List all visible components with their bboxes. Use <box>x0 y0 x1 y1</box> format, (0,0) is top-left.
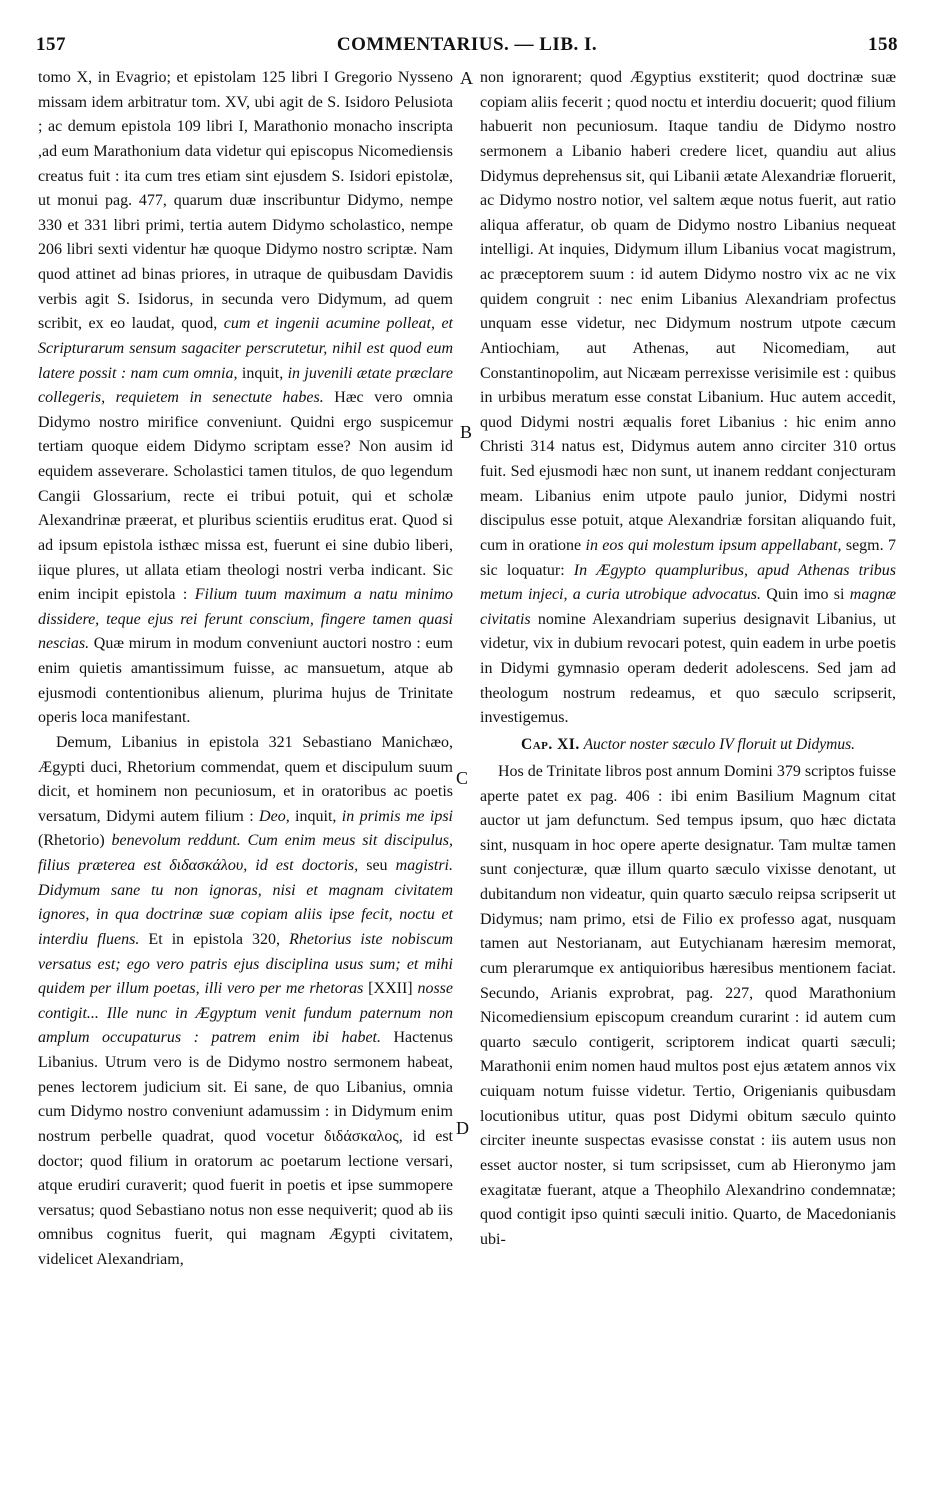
margin-marker-d: D <box>456 1118 469 1138</box>
right-page-number: 158 <box>868 34 898 55</box>
right-column <box>480 66 896 1252</box>
chapter-heading <box>480 735 896 754</box>
margin-marker-a: A <box>460 68 473 88</box>
paragraph: Demum, Libanius in epistola 321 Sebastiano Manichæo, Ægypti duci, Rhetorium commendat, quem et discipulum suum dicit, et hominem non pecuniosum, et in oratoribus ac poetis versatum, Didymi autem filium : Deo, inquit, in primis me ipsi (Rhetorio) benevolum reddunt. Cum enim meus sit discipulus, filius præterea est διδασκάλου, id est doctoris, seu magistri. Didymum sane tu non ignoras, nisi et magnam civitatem ignores, in qua doctrinæ suæ copiam aliis ipse fecit, noctu et interdiu fluens. Et in epistola 320, Rhetorius iste nobiscum versatus est; ego vero patris ejus disciplina usus sum; et mihi quidem per illum poetas, illi vero per me rhetoras [XXII] nosse contigit... Ille nunc in Ægyptum venit fundum paternum non amplum occupaturus : patrem enim ibi habet. Hactenus Libanius. Utrum vero is de Didymo nostro sermonem habeat, penes lectorem judicium sit. Ei sane, de quo Libanius, omnia cum Didymo nostro conveniunt adamussim : in Didymum enim nostrum perbelle quadrat, quod vocetur διδάσκαλος, id est doctor; quod filium in oratorum ac poetarum lectione versari, atque erudiri curaverit; quod fuerit in poetis et ipse summopere versatus; quod Sebastiano notus non esse nequiverit; quod ab iis omnibus cognitus fuerit, qui magnam Ægypti civitatem, videlicet Alexandriam, <box>38 733 454 1268</box>
paragraph: non ignorarent; quod Ægyptius exstiterit; quod doctrinæ suæ copiam aliis fecerit ; quod noctu et interdiu docuerit; quod filium habuerit non pecuniosum. Itaque tandiu de Didymo nostro sermonem a Libanio haberi credere licet, quandiu aut alius Didymus deprehensus sit, qui Libanii ætate Alexandriæ floruerit, ac Didymo nostro notior, vel saltem æque notus fuerit, aut ratio aliqua afferatur, ob quam de Didymo nostro Libanius nequeat intelligi. At inquies, Didymum illum Libanius vocat magistrum, ac præceptorem suum : id autem Didymo nostro vix ac ne vix quidem congruit : nec enim Libanius Alexandriam profectus unquam esse videtur, nec Didymum nostrum utpote cæcum Antiochiam, aut Athenas, aut Nicomediam, aut Constantinopolim, aut Nicæam perrexisse verisimile est : quibus in urbibus meratum esse constat Libanium. Huc autem accedit, quod Didymi nostri æqualis foret Libanius : hic enim anno Christi 314 natus est, Didymus autem anno circiter 310 ortus fuit. Sed ejusmodi hæc non sunt, ut inanem reddant conjecturam meam. Libanius enim utpote paulo junior, Didymi nostri discipulus esse potuit, atque Alexandriæ forsitan aliquando fuit, cum in oratione in eos qui molestum ipsum appellabant, segm. 7 sic loquatur: In Ægypto quampluribus, apud Athenas tribus metum injeci, a curia utrobique advocatus. Quin imo si magnæ civitatis nomine Alexandriam superius designavit Libanius, ut videtur, vix in dubium revocari potest, quin eadem in urbe poetis in Didymi gymnasio operam dederit adolescens. Sed jam ad theologum nostrum redeamus, et quo sæculo scripserit, investigemus. <box>480 69 897 727</box>
page-header <box>36 34 898 60</box>
margin-marker-c: C <box>456 768 469 788</box>
chapter-title: Auctor noster sæculo IV floruit ut Didymus. <box>583 735 855 753</box>
margin-marker-b: B <box>460 422 473 442</box>
running-title: COMMENTARIUS. — LIB. I. <box>336 34 598 55</box>
paragraph: Hos de Trinitate libros post annum Domini 379 scriptos fuisse aperte patet ex pag. 406 : ibi enim Basilium Magnum citat auctor ut jam defunctum. Sed tempus ipsum, quo hæc dictata sint, nusquam in hoc opere aperte designatur. Tam multæ tamen sunt conjecturæ, quæ illum quarto sæculo vixisse denotant, ut dubitandum non videatur, quin quarto sæculo reipsa scripserit ut Didymus; nam primo, etsi de Filio ex professo agat, nusquam tamen aut Nestorianam, aut Eutychianam hæresim memorat, cum plerarumque ex antiquioribus hæresibus mentionem faciat. Secundo, Arianis exprobrat, pag. 227, quod Marathonium Nicomediensium episcopum creandum curarint : id autem cum quarto sæculo contigerit, scriptorem indicat quarti sæculi; Marathonii enim nomen haud multos post ejus ætatem annos vix cuiquam notum fuisse videtur. Tertio, Origenianis quibusdam locutionibus utitur, quas post Didymi obitum sæculo quinto circiter ineunte suspectas evasisse constat : iis autem usus non esset auctor noster, si tum scripsisset, cum ab Hieronymo jam exagitatæ fuerant, atque a Theophilo Alexandrino condemnatæ; quod contigit ipso quinti sæculi initio. Quarto, de Macedonianis ubi- <box>480 762 896 1248</box>
chapter-label: Cap. XI. <box>521 735 580 753</box>
left-page-number: 157 <box>36 34 66 55</box>
paragraph: tomo X, in Evagrio; et epistolam 125 libri I Gregorio Nysseno missam idem arbitratur tom. XV, ubi agit de S. Isidoro Pelusiota ; ac demum epistola 109 libri I, Marathonio monacho inscripta ,ad eum Marathonium data videtur qui episcopus Nicomediensis creatus fuit : ita cum tres etiam sint ejusdem S. Isidori epistolæ, ut monui pag. 477, quarum duæ inscribuntur Didymo, nempe 330 et 331 libri primi, tertia autem Didymo scholastico, nempe 206 libri sexti videntur hæ quoque Didymo nostro scriptæ. Nam quod attinet ad binas priores, in utraque de quibusdam Davidis verbis agit S. Isidorus, in secunda vero Didymum, ad quem scribit, ex eo laudat, quod, cum et ingenii acumine polleat, et Scripturarum sensum sagaciter perscrutetur, nihil est quod eum latere possit : nam cum omnia, inquit, in juvenili ætate præclare collegeris, requietem in senectute habes. Hæc vero omnia Didymo nostro mirifice conveniunt. Quidni ergo suspicemur tertiam quoque eidem Didymo scriptam esse? Non ausim id equidem asseverare. Scholastici tamen titulos, de quo legendum Cangii Glossarium, recte ei tribui potuit, qui et scholæ Alexandrinæ præerat, et pluribus scientiis eruditus erat. Quod si ad ipsum epistola isthæc missa est, fuerunt ei sine dubio liberi, iique plures, ut allata etiam theologi nostri verba indicant. Sic enim incipit epistola : Filium tuum maximum a natu minimo dissidere, teque ejus rei ferunt conscium, fingere tamen quasi nescias. Quæ mirum in modum conveniunt auctori nostro : eum enim quietis amantissimum fuisse, ac mansuetum, atque ab ejusmodi contentionibus alienum, plurima hujus de Trinitate operis loca manifestant. <box>38 69 454 727</box>
left-column <box>38 66 453 1273</box>
